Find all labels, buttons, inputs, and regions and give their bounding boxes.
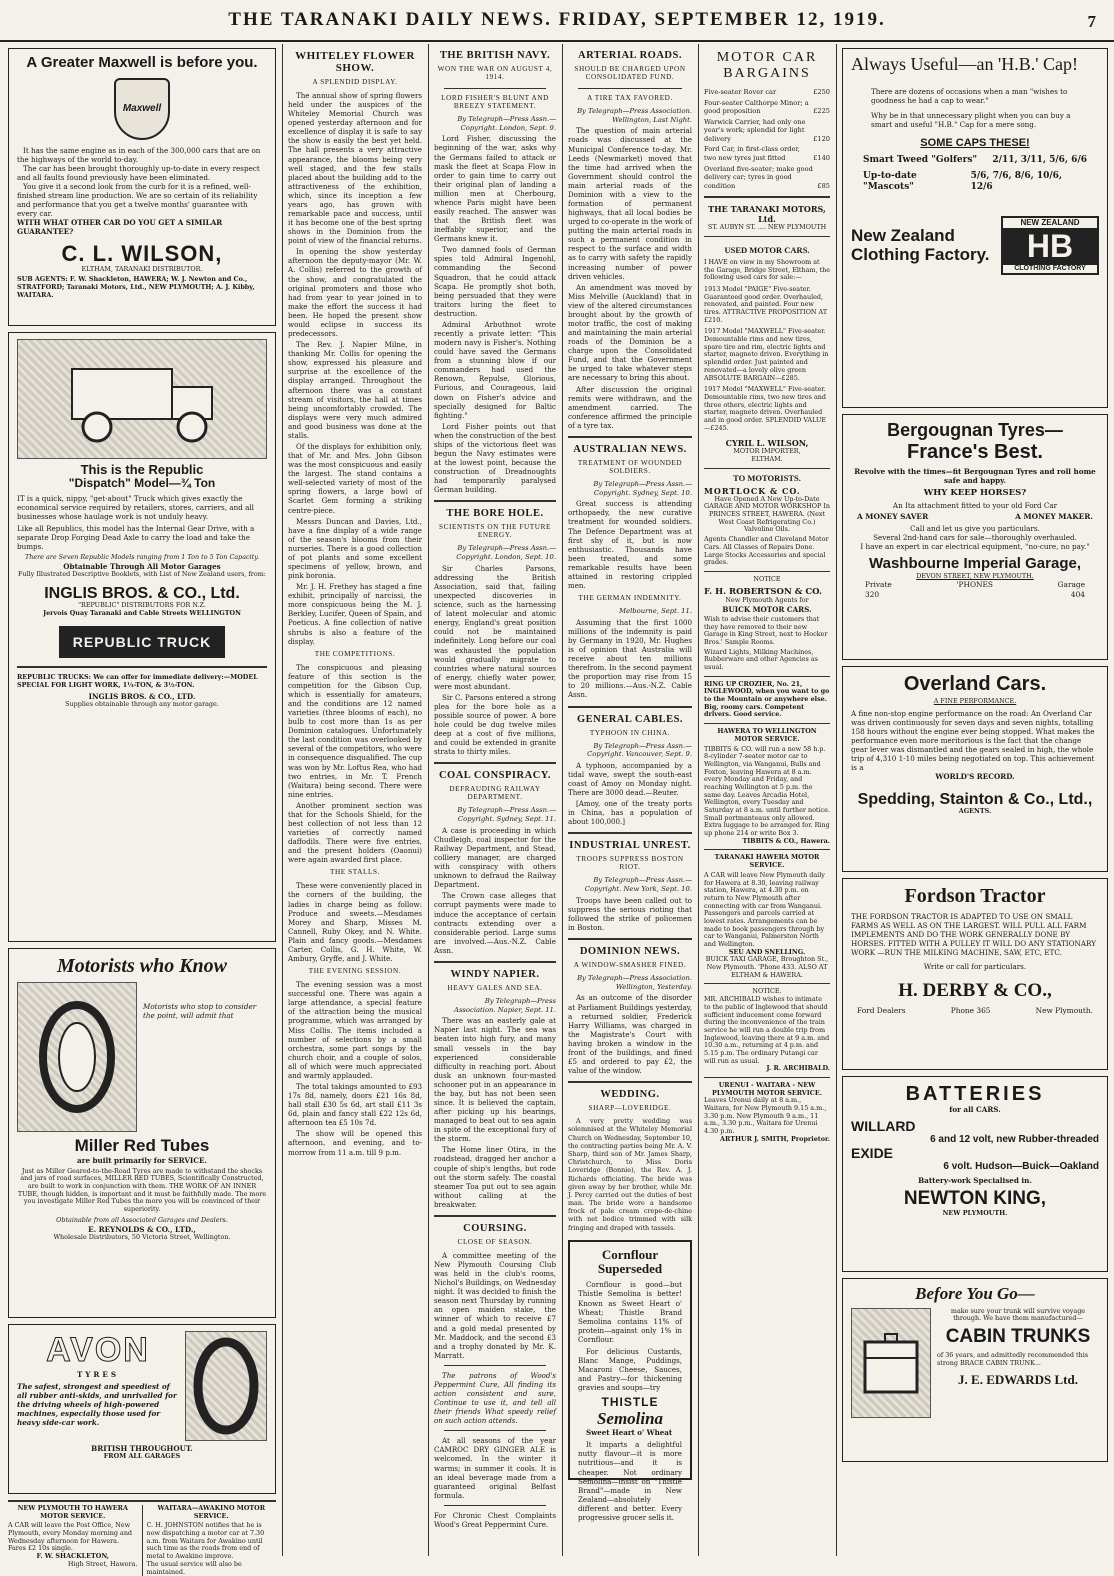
exide-desc: 6 volt. Hudson—Buick—Oakland: [943, 1161, 1099, 1172]
batteries-headline: BATTERIES: [905, 1083, 1045, 1105]
fordson-body: THE FORDSON TRACTOR IS ADAPTED TO USE ON SMALL FARMS AS WELL AS ON THE LARGEST. WILL PULL ALL FARM IMPLEMENTS AND DO THE WORK GENERALLY DONE BY HORSES. FITTED WITH A PULLEY IT WILL DO ANY STATIONARY WORK —RUN THE MILKING MACHINE, SAW, ETC, ETC.: [851, 912, 1096, 957]
service1-body: A CAR will leave the Post Office, New Plymouth, every Monday morning and Wednesday afternoon for Hawera. Fares £2 10s single.: [8, 1521, 133, 1553]
phone-private-label: Private: [865, 580, 892, 590]
miller-dealer: E. REYNOLDS & CO., LTD.,: [88, 1224, 196, 1234]
article-paragraph: After discussion the original remits were withdrawn, and the amendment carried. The conference affirmed the principle of a tyre tax.: [568, 384, 692, 430]
article-paragraph: Of the displays for exhibition only, that of Mr. and Mrs. John Gibson was the most conspicuous and easily the largest. The stand contains a well-selected variety of most of the spring flowers, a large bowl of Scarlet Gem forming a striking centre-piece.: [288, 441, 422, 515]
overland-advert: [842, 666, 1108, 872]
bergougnan-body-4: Several 2nd-hand cars for sale—thoroughly overhauled.: [873, 533, 1077, 543]
robertson-name: F. H. ROBERTSON & CO.: [704, 586, 822, 597]
republic-booklets: Fully Illustrated Descriptive Booklets, with List of New Zealand users, from:: [18, 570, 266, 579]
avon-tagline: BRITISH THROUGHOUT.: [91, 1444, 193, 1453]
tyre-icon: [191, 1336, 261, 1436]
maxwell-advert: [8, 48, 276, 326]
service1-sign: F. W. SHACKLETON,: [36, 1552, 110, 1561]
hawera-wellington-service: [704, 724, 830, 850]
maxwell-shield-logo: [114, 78, 170, 140]
service2-body2: The usual service will also be maintained.: [146, 1559, 242, 1576]
peppermint-footer: For Chronic Chest Complaints Wood's Great Peppermint Cure.: [434, 1510, 556, 1529]
archibald-notice: [704, 984, 830, 1078]
typhoon-subhead: TYPHOON IN CHINA.: [589, 728, 671, 737]
bargain-list: [704, 88, 830, 190]
taranaki-service-body-2: Passengers and parcels carried at lowest rates. Arrangements can be made to book passengers through by car to Wanganui, Palmerston North and Wellington.: [704, 909, 825, 948]
peppermint-verse: The patrons of Wood's Peppermint Cure, All finding its action consistent and sure, Continue to use it, and tell all their friends What speedy relief on such action attends.: [434, 1370, 556, 1426]
column-motor-bargains: [700, 44, 834, 1556]
article-paragraph: Troops have been called out to suppress the serious rioting that followed the strike of policemen in Boston.: [568, 895, 692, 933]
washbourne-dealer: Washbourne Imperial Garage,: [869, 555, 1081, 573]
article-paragraph: Sir Charles Parsons, addressing the British Association, said that, failing unexpected discoveries in science, such as the harnessing of latent molecular and atomic energy, England's great position could not be maintained indefinitely. Long before our coal was exhausted the population would gradually migrate to countries where natural sources of energy, chiefly water power, were most abundant.: [434, 563, 556, 691]
sweet-heart-tagline: Sweet Heart o' Wheat: [586, 1428, 673, 1438]
article-paragraph: The annual show of spring flowers held under the auspices of the Whiteley Memorial Church was opened yesterday afternoon and for excellence of display it is safe to say the show is easily the best yet held. The hall presents a very attractive appearance, the blooms being very well staged, and the few stalls placed about the building add to the attractiveness of the exhibition, which, since its inception a few years ago, has grown with remarkable pace and success, until it has become one of the best spring shows in the Dominion from the point of view of the financial returns.: [288, 91, 422, 246]
batteries-advert: [842, 1076, 1108, 1272]
archibald-sign: J. R. ARCHIBALD.: [766, 1064, 830, 1073]
waitara-awakino-service: [147, 1505, 277, 1576]
stalls-subhead: THE STALLS.: [330, 868, 380, 877]
bargain-desc: Warwick Carrier, had only one year's work; splendid for light delivery: [704, 117, 806, 143]
trunks-sub: make sure your trunk will survive voyage through. We have them manufactured—: [950, 1306, 1086, 1323]
republic-footer: REPUBLIC TRUCKS: We can offer for immediate delivery:—MODEL SPECIAL FOR LIGHT WORK, 1¼-TON, & 3½-TON.: [17, 672, 258, 689]
avon-logo: AVON: [46, 1331, 150, 1369]
bore-hole-headline: THE BORE HOLE.: [446, 508, 544, 520]
bargain-item: [704, 165, 830, 191]
money-maker: A MONEY MAKER.: [1015, 512, 1093, 522]
column-rule: [428, 44, 429, 1556]
golfers-label: Smart Tweed "Golfers": [863, 154, 978, 165]
archibald-title: NOTICE.: [752, 987, 782, 996]
article-paragraph: These were conveniently placed in the corners of the building, the ladies in charge being as follow: Produce and sweets.—Mesdames Morey and Sharp, Misses M. Cannell, Ruby Okey, and N. White. Plain and fancy goods.—Mesdames Carter, Collis, G. H. White, W. Ambury, Gryffe, and J. White.: [288, 881, 422, 964]
taranaki-service-sign: SEU AND SNELLING.: [728, 947, 806, 956]
bargains-title: MOTOR CAR: [716, 50, 818, 65]
bargains-title-2: BARGAINS: [723, 66, 811, 81]
trunk-illustration: [851, 1308, 931, 1418]
exide-brand: EXIDE: [851, 1145, 894, 1161]
bargain-item: [704, 88, 830, 97]
cornflour-advert: [568, 1240, 692, 1522]
flower-show-subhead: A SPLENDID DISPLAY.: [312, 78, 398, 86]
cornflour-body2: For delicious Custards, Blanc Mange, Puddings, Macaroni Cheese, Sauces, and Pastry—for thickening gravies and soups—try: [578, 1346, 682, 1393]
used-car-list: [704, 286, 830, 432]
ford-dealers: Ford Dealers: [857, 1005, 906, 1015]
dateline: By Telegraph—Press Association. Napier, Sept. 11.: [454, 996, 556, 1014]
bergougnan-body-3: Call and let us give you particulars.: [910, 524, 1040, 534]
dateline: Melbourne, Sept. 11.: [619, 607, 692, 616]
hawera-service-body: TIBBITS & CO. will run a new 58 h.p. 8-cylinder 7-seater motor car to Wellington, via Wanganui, Bulls and Foxton, leaving Hawera at 8 a.m. every Monday and Friday, and reaching Wellington at 5 p.m. the same day. Leaves Arcadia Hotel, Wellington, every Tuesday and Saturday at 8 a.m. until further notice.: [704, 744, 830, 814]
miller-body: Just as Miller Geared-to-the-Road Tyres are made to withstand the shocks and jars of road surfaces, MILLER RED TUBES, Scientifically Constructed, are built to work in conjunction with them. THE WORK OF AN INNER TUBE, though hidden, is important and it must be faithfully made. The more you investigate Miller Red Tubes the more you will be convinced of their superiority.: [17, 1166, 267, 1214]
article-paragraph: Lord Fisher points out that when the construction of the best ships of the victorious fleet was begun the Navy estimates were at the lowest point, because the construction of Dreadnoughts had temporarily paralysed German building.: [434, 421, 556, 495]
overland-record: WORLD'S RECORD.: [935, 771, 1015, 781]
urenui-sign: ARTHUR J. SMITH, Proprietor.: [720, 1134, 830, 1143]
newton-king-dealer: NEWTON KING,: [903, 1188, 1047, 1209]
buick-taxi: BUICK TAXI GARAGE, Broughton St., New Plymouth. 'Phone 433. ALSO AT ELTHAM & HAWERA.: [705, 955, 829, 979]
article-paragraph: Lord Fisher, discussing the beginning of the war, asks why the Germans failed to attack or mask the fleet at Scapa Flow in order to gain time to carry out their original plan of landing a million men at Cherbourg, whence Paris might have been easily reached. The answer was that the British fleet was ineffably superior, and the Germans knew it.: [434, 134, 556, 244]
article-paragraph: Admiral Arbuthnot wrote recently a private letter: "This modern navy is Fisher's. Nothing could have saved the Germans from a stunning blow if our commanders had used the Renown, Repulse, Glorious, Furious, and Courageous, laid down on Fisher's advice and specially designed for Baltic fighting.": [434, 319, 556, 420]
dateline: By Telegraph—Press Assn.—Copyright. London, Sept. 9.: [457, 115, 556, 132]
bergougnan-advert: [842, 414, 1108, 660]
service2-title: WAITARA—AWAKINO MOTOR SERVICE.: [157, 1504, 266, 1520]
article-paragraph: A case is proceeding in which Chudleigh, coal inspector for the Railway Department, and Stead, colliery manager, are charged with conspiracy with others unknown to defraud the Railway Department.: [434, 825, 556, 890]
golfers-price: 2/11, 3/11, 5/6, 6/6: [992, 154, 1087, 165]
dateline: By Telegraph—Press Assn.—Copyright. Vancouver, Sept. 9.: [587, 741, 692, 759]
urenui-service: [704, 1078, 830, 1148]
archibald-body: MR. ARCHIBALD wishes to intimate to the public of Inglewood that should sufficient inducement come forward during the inconvenience of the train service he will run a double trip from Inglewood, leaving there at 9 a.m. and 10.30 a.m., returning at 4 p.m. and 5.15 p.m. The ordinary Putangi car will run as usual.: [704, 995, 830, 1065]
caps-row-golfers: [851, 155, 1099, 167]
bore-hole-subhead: SCIENTISTS ON THE FUTURE ENERGY.: [439, 523, 551, 540]
article-paragraph: The Crown case alleges that corrupt payments were made to induce the acceptance of certain contracts extending over a considerable period. Large sums are involved.—Aus.-N.Z. Cable Assn.: [434, 891, 556, 955]
overland-headline: Overland Cars.: [903, 673, 1047, 695]
avon-garages: FROM ALL GARAGES: [103, 1452, 181, 1460]
window-subhead: A WINDOW-SMASHER FINED.: [573, 961, 687, 970]
dateline: By Telegraph—Press Assn.—Copyright. Sydney, Sept. 10.: [593, 479, 692, 497]
newspaper-title: THE TARANAKI DAILY NEWS. FRIDAY, SEPTEMBER 12, 1919.: [228, 9, 886, 30]
urenui-title: URENUI - WAITARA - NEW PLYMOUTH MOTOR SERVICE.: [712, 1081, 822, 1097]
maxwell-body-1: It has the same engine as in each of the 300,000 cars that are on the highways of the world to-day.: [17, 145, 261, 164]
column-rule: [836, 44, 837, 1556]
article-paragraph: Another prominent section was that for the Schools Shield, for the best collection of not less than 12 varieties of correctly named daffodils. There were five entries, and the present holders (Oaonui) were again awarded first place.: [288, 800, 422, 865]
mascots-price: 5/6, 7/6, 8/6, 10/6, 12/6: [970, 170, 1063, 193]
article-paragraph: A typhoon, accompanied by a tidal wave, swept the south-east coast of Amoy on Monday night. There are 3000 dead.—Reuter.: [568, 760, 692, 798]
bargain-price: £140: [813, 153, 830, 162]
robertson-body-2: Wish to advise their customers that they have removed to their new Garage in King Street, next to Hocker Bros.' Sample Rooms.: [704, 614, 828, 646]
bargain-item: [704, 99, 830, 116]
fordson-headline: Fordson Tractor: [904, 885, 1046, 907]
phone-garage-number: 404: [1070, 589, 1085, 599]
trunks-body: of 36 years, and admittedly recommended this strong BRACE CABIN TRUNK...: [937, 1350, 1089, 1367]
bargain-desc: Four-seater Calthorpe Minor; a good proposition: [704, 98, 809, 116]
miller-advert: [8, 948, 276, 1318]
phones-label: 'PHONES: [956, 580, 993, 590]
avon-tyre-illustration: [185, 1331, 267, 1441]
cables-headline: GENERAL CABLES.: [576, 713, 684, 725]
evening-subhead: THE EVENING SESSION.: [308, 967, 402, 976]
maxwell-dealer: C. L. WILSON,: [61, 240, 223, 266]
used-dealer-2: MOTOR IMPORTER,: [733, 447, 801, 456]
spedding-dealer: Spedding, Stainton & Co., Ltd.,: [857, 790, 1093, 808]
robertson-advert: [704, 572, 830, 677]
used-car-item: 1917 Model "MAXWELL" Five-seater. Demountable rims and new tires, spare tire and rim, electric lights and starter, magneto driven. Everything in splendid order. Just painted and renovated—a lovely olive green ABSOLUTE BARGAIN—£285.: [704, 327, 829, 382]
hb-logo: [1001, 216, 1099, 275]
taranaki-motors-addr: ST. AUBYN ST. .... NEW PLYMOUTH: [707, 223, 827, 232]
republic-advert: [8, 332, 276, 942]
robertson-brand: BUICK MOTOR CARS.: [722, 604, 812, 614]
column-rule: [698, 44, 699, 1556]
phone-garage-label: Garage: [1057, 580, 1085, 590]
caps-title: SOME CAPS THESE!: [920, 136, 1030, 149]
hb-logo-bottom: CLOTHING FACTORY: [1003, 264, 1097, 273]
maxwell-agents: SUB AGENTS: F. W. Shackleton, HAWERA; W. J. Newton and Co., STRATFORD; Taranaki Motors, Ltd., NEW PLYMOUTH; A. J. Kibby, WAITARA.: [17, 275, 255, 299]
miller-title: Motorists who Know: [56, 955, 228, 977]
hb-logo-mid: HB: [1003, 229, 1097, 264]
bergougnan-body-1: Revolve with the times—fit Bergougnan Tyres and roll home safe and happy.: [854, 466, 1096, 485]
miller-brand: Miller Red Tubes: [74, 1136, 210, 1155]
bargain-item: [704, 145, 830, 162]
used-dealer: CYRIL L. WILSON,: [725, 438, 809, 449]
article-paragraph: An amendment was moved by Miss Melville (Auckland) that in view of the altered circumstances brought about by the growth of motor traffic, the cost of making and maintaining the main arterial roads of the Dominion be a charge upon the Consolidated Fund, and that the Government be urged to take whatever steps are necessary to bring this about.: [568, 282, 692, 383]
bergougnan-body-5: I have an expert in car electrical equipment, "no-cure, no pay.": [860, 542, 1090, 552]
republic-logo: REPUBLIC TRUCK: [59, 626, 225, 658]
used-cars-intro: I HAVE on view in my Showroom at the Garage, Bridge Street, Eltham, the following used cars for sale:—: [704, 257, 830, 282]
fordson-advert: [842, 878, 1108, 1070]
article-paragraph: Great success is attending orthopaedy, the new curative treatment for wounded soldiers. The Defence Department was at first shy of it, but is now enthusiastic. Thousands have been treated, and some remarkable results have been attained in restoring crippled men.: [568, 499, 692, 591]
used-cars-title: USED MOTOR CARS.: [724, 244, 810, 255]
maxwell-logo-text: Maxwell: [122, 103, 162, 114]
bargain-item: [704, 118, 830, 144]
derby-phone: Phone 365: [950, 1005, 991, 1015]
hb-cap-advert: [842, 48, 1108, 408]
dominion-headline: DOMINION NEWS.: [579, 946, 681, 958]
willard-desc: 6 and 12 volt, new Rubber-threaded: [930, 1134, 1099, 1145]
column-british-navy: [430, 44, 560, 1556]
republic-models: There are Seven Republic Models ranging from 1 Ton to 5 Ton Capacity.: [24, 553, 260, 562]
column-rule: [562, 44, 563, 1556]
column-flower-show: [284, 44, 426, 1556]
miller-sub: are built primarily for SERVICE.: [77, 1155, 207, 1165]
cabin-trunks-advert: [842, 1278, 1108, 1462]
dateline: By Telegraph—Press Assn.—Copyright. Sydney, Sept. 11.: [457, 806, 556, 824]
australian-headline: AUSTRALIAN NEWS.: [573, 443, 687, 455]
robertson-body-3: Wizard Lights, Milking Machines, Rubberware and other Agencies as usual.: [704, 647, 818, 671]
page-number: 7: [1087, 12, 1096, 31]
maxwell-headline: A Greater Maxwell is before you.: [26, 54, 258, 71]
bargain-desc: Overland five-seater; make good delivery car; tyres in good condition: [704, 164, 813, 190]
motor-service-notices: [8, 1500, 276, 1576]
taranaki-service-body: A CAR will leave New Plymouth daily for Hawera at 8.30, leaving railway station, Hawera, at 4.30 p.m. on return to New Plymouth after connecting with car from Wanganui.: [704, 870, 825, 910]
service1-addr: High Street, Hawera.: [67, 1559, 138, 1568]
thistle-brand: THISTLE: [601, 1395, 659, 1410]
article-paragraph: Assuming that the first 1000 millions of the indemnity is paid by Germany in 1920, Mr. Hughes is of opinion that Australia will receive about ten millions therefrom. In the second payment the proportion may rise from 15 to 20 millions.—Aus.-N.Z. Cable Assn.: [568, 617, 692, 700]
avon-advert: [8, 1324, 276, 1494]
clothing-factory-1: New Zealand: [851, 225, 955, 245]
semolina-brand: Semolina: [596, 1408, 664, 1428]
mortlock-advert: [704, 469, 830, 572]
fordson-body-2: Write or call for particulars.: [923, 962, 1027, 971]
republic-truck-illustration: [17, 339, 267, 459]
robertson-body: New Plymouth Agents for: [725, 596, 809, 605]
bergougnan-headline: Bergougnan Tyres—: [887, 420, 1063, 440]
republic-address: Jervois Quay Taranaki and Cable Streets WELLINGTON: [43, 609, 241, 618]
coal-headline: COAL CONSPIRACY.: [438, 770, 552, 782]
column-arterial-roads: [564, 44, 696, 1556]
derby-location: New Plymouth.: [1035, 1005, 1093, 1015]
bargain-price: £250: [813, 88, 830, 96]
napier-headline: WINDY NAPIER.: [450, 968, 540, 980]
article-paragraph: In opening the show yesterday afternoon the deputy-mayor (Mr. W. A. Collis) referred to the growth of the show, and congratulated the original promoters and those who had from year to year joined in to make the effort the success it had been. He hoped the present show would eclipse in success its predecessors.: [288, 247, 422, 339]
boston-subhead: TROOPS SUPPRESS BOSTON RIOT.: [576, 855, 684, 872]
mortlock-title: TO MOTORISTS.: [733, 472, 801, 483]
batteries-body: Battery-work Specialised in.: [918, 1176, 1032, 1185]
wedding-headline: WEDDING.: [600, 1089, 660, 1101]
hb-body-1: There are dozens of occasions when a man "wishes to goodness he had a cap to wear.": [871, 86, 1068, 105]
article-paragraph: A committee meeting of the New Plymouth Coursing Club was held in the club's rooms, Nichol's Buildings, on Wednesday night. It was decided to finish the season next Thursday by running an open maiden stake, the winner of which to receive £7 and a gold medal presented by Mr. Maddock, and the second £3 and a trophy donated by Mr. K. Marratt.: [434, 1250, 556, 1360]
cornflour-body3: It imparts a delightful nutty flavour—it is more nutritious—and it is cheaper. Not ordinary Semolina—insist on "Thistle Brand"—made in New Zealand—absolutely different and better. Every progressive grocer sells it.: [578, 1440, 682, 1522]
article-paragraph: Sir C. Parsons entered a strong plea for the bore hole as a possible source of power. A bore hole could be dug twelve miles deep at a cost of five millions, and could be extended in granite strata to thirty miles.: [434, 692, 556, 757]
competitions-subhead: THE COMPETITIONS.: [314, 649, 396, 658]
article-paragraph: Two damned fools of German spies told Admiral Ingenohl, commanding the Second Squadron, that he could attack Scapa. He promptly shot both, being persuaded that they were traitors luring the fleet to destruction.: [434, 245, 556, 318]
republic-headline: This is the Republic: [80, 462, 204, 477]
roads-subhead-1: SHOULD BE CHARGED UPON CONSOLIDATED FUND.: [574, 65, 686, 81]
dateline: By Telegraph—Press Assn.—Copyright. New York, Sept. 10.: [584, 876, 692, 894]
crozier-notice: [704, 677, 830, 724]
maxwell-body-3: You give it a second look from the curb for it is a refined, well-finished stream line production. We are so certain of its reliability and performance that you get a twelve months' guarantee with every car.: [17, 181, 258, 218]
batteries-sub: for all CARS.: [949, 1105, 1001, 1114]
republic-dealer: INGLIS BROS. & CO., Ltd.: [44, 584, 240, 602]
article-paragraph: Mr. J. H. Frethey has staged a fine exhibit, principally of narcissi, the more conspicuous being the M. J. Berkley, Lucifer, Queen of Spain, and Poeticus. A fine collection of native shrubs is also a feature of the display.: [288, 582, 422, 646]
dateline: By Telegraph—Press Association. Wellington, Last Night.: [577, 107, 692, 124]
phone-private-number: 320: [865, 589, 880, 599]
truck-icon: [42, 349, 242, 449]
maxwell-dealer-sub: ELTHAM, TARANAKI DISTRIBUTOR.: [81, 264, 203, 273]
miller-tagline: Motorists who stop to consider the point, will admit that: [143, 1002, 257, 1020]
mortlock-body-2: Agents Chandler and Cleveland Motor Cars. All Classes of Repairs Done. Large Stocks Accessories and special grades.: [704, 535, 829, 567]
bargain-price: £120: [813, 134, 830, 143]
spedding-agents: AGENTS.: [958, 807, 992, 816]
navy-subhead-1: WON THE WAR ON AUGUST 4, 1914.: [437, 65, 553, 81]
article-paragraph: The evening session was a most successful one. There was again a large attendance, a special feature of the attraction being the musical programme, which was arranged by Miss Collis. The items included a number of selections by a small orchestra, some part songs by the church choir, and a couple of solos, all of which were much appreciated and warmly applauded.: [288, 980, 422, 1080]
edwards-dealer: J. E. EDWARDS Ltd.: [958, 1372, 1078, 1388]
used-car-item: 1913 Model "PAIGE" Five-seater. Guaranteed good order. Overhauled, renovated, and painted. Four new tires. ATTRACTIVE PROPOSITION AT £210.: [704, 284, 828, 324]
indemnity-subhead: THE GERMAN INDEMNITY.: [578, 594, 682, 603]
republic-body-1: IT is a quick, nippy, "get-about" Truck which gives exactly the economical service required by retailers, stores, carriers, and all businesses whose haulage work is not unduly heavy.: [17, 494, 254, 522]
avon-logo-sub: TYRES: [76, 1370, 120, 1379]
australian-subhead: TREATMENT OF WOUNDED SOLDIERS.: [577, 458, 683, 475]
column-rule: [282, 44, 283, 1556]
new-plymouth-hawera-service: [8, 1505, 143, 1576]
republic-footer-sub: Supplies obtainable through any motor garage.: [65, 700, 219, 709]
miller-illustration: [17, 982, 137, 1132]
coursing-headline: COURSING.: [463, 1222, 527, 1234]
coursing-subhead: CLOSE OF SEASON.: [457, 1237, 533, 1246]
mortlock-body: Have Opened A New Up-to-Date GARAGE AND MOTOR WORKSHOP In PRINCES STREET, HAWERA. (Next West Coast Refrigerating Co.) Valvoline Oils.: [704, 494, 830, 534]
article-paragraph: [Amoy, one of the treaty ports in China, has a population of about 100,000.]: [568, 799, 692, 827]
used-car-item: 1917 Model "MAXWELL" Five-seater. Demountable rims, two new tires and three others, electric lights and starter, magneto driven. Overhauled and in good order. SPLENDID VALUE—£245.: [704, 385, 827, 432]
mascots-label: Up-to-date "Mascots": [863, 170, 917, 193]
hawera-service-sign: TIBBITS & CO., Hawera.: [742, 836, 830, 845]
crozier-body: RING UP CROZIER, No. 21, INGLEWOOD, when you want to go to the Mountain or anywhere else. Big, roomy cars. Competent drivers. Good service.: [704, 679, 830, 719]
article-paragraph: A very pretty wedding was solemnised at the Whiteley Memorial Church on Wednesday, September 10, the contracting parties being Mr. A. V. Sharp, third son of Mr. James Sharp, Christchurch, to Miss Doris Loveridge (Bonnie), the Rev. A. J. Richards officiating. The bride was given away by her brother, while Mr. J. Percy carried out the duties of best man. The bride wore a handsome frock of pale cream crepe-de-chine with net bodice trimmed with silk fringing and draped with tassels.: [568, 1117, 692, 1232]
derby-dealer: H. DERBY & CO.,: [898, 980, 1052, 1001]
cornflour-title: Cornflour Superseded: [597, 1246, 663, 1277]
caps-row-mascots: [851, 167, 1099, 198]
bergougnan-question: WHY KEEP HORSES?: [923, 487, 1027, 498]
trunk-icon: [859, 1328, 923, 1398]
hawera-service-body-2: Small portmanteaux only allowed. Extra luggage to be arranged for. Ring up phone 214 or write Box 3.: [704, 813, 830, 838]
cabin-trunks-brand: CABIN TRUNKS: [945, 1326, 1091, 1348]
republic-footer-dealer: INGLIS BROS. & CO., LTD.: [88, 692, 196, 702]
ginger-ale-notice: At all seasons of the year CAMROC DRY GINGER ALE is welcomed. In the winter it warms; in summer it cools. It is an ideal beverage made from a guaranteed original Belfast formula.: [434, 1436, 556, 1500]
overland-sub: A FINE PERFORMANCE.: [933, 697, 1017, 705]
article-paragraph: There was an easterly gale at Napier last night. The sea was beaten into high fury, and many small vessels in the bay experienced considerable difficulty in reaching port. About dusk an unknown four-masted schooner put in an appearance in the bay, but has not been seen since. It is believed the captain, after picking up his bearings, managed to beat out to sea again in spite of the exceptional fury of the storm.: [434, 1016, 556, 1144]
bargains-advert: [704, 50, 830, 237]
wedding-subhead: SHARP—LOVERIDGE.: [588, 1104, 672, 1113]
taranaki-motors-name: THE TARANAKI MOTORS, Ltd.: [708, 204, 826, 225]
napier-subhead: HEAVY GALES AND SEA.: [447, 983, 543, 992]
bargain-price: £85: [817, 181, 830, 190]
dateline: By Telegraph—Press Assn.—Copyright. London, Sept. 10.: [456, 544, 556, 562]
tyre-tube-icon: [32, 997, 122, 1117]
republic-body-2: Like all Republics, this model has the Internal Gear Drive, with a separate Drop Forging Dead Axle to carry the load and take the bumps.: [17, 524, 255, 552]
navy-headline: THE BRITISH NAVY.: [439, 50, 551, 61]
article-paragraph: As an outcome of the disorder at Parliament Buildings yesterday, a returned soldier, Frederick Harry Williams, was charged in the Magistrate's Court with having broken a window in the front of the buildings, and fined £5 and ordered to pay £2, the value of the window.: [568, 993, 692, 1076]
used-cars-advert: [704, 237, 830, 469]
washbourne-addr: DEVON STREET, NEW PLYMOUTH.: [916, 571, 1034, 580]
overland-body: A fine non-stop engine performance on the road: An Overland Car was driven continuously for seven days and seven nights, totalling 158 hours without the engine ever being stopped. What makes the performance even more meritorious is the fact that the change gear lever was dismantled and the gears sealed in high, the whole trip of 4,310 1-10 miles being negotiated on top. This achievement is a: [851, 708, 1095, 772]
bargain-price: £225: [813, 107, 830, 116]
article-paragraph: The total takings amounted to £93 17s 8d, namely, doors £21 16s 8d, hall stall £30 5s 6d, art stall £11 3s 6d, plain and fancy stall £22 12s 6d, afternoon tea £5 10s 7d.: [288, 1081, 422, 1128]
money-saver: A MONEY SAVER: [857, 512, 929, 522]
maxwell-guarantee: WITH WHAT OTHER CAR DO YOU GET A SIMILAR GUARANTEE?: [17, 217, 223, 236]
roads-headline: ARTERIAL ROADS.: [578, 50, 682, 61]
mortlock-name: MORTLOCK & CO.: [704, 485, 801, 496]
trunks-headline: Before You Go—: [915, 1284, 1035, 1303]
unrest-headline: INDUSTRIAL UNREST.: [569, 840, 691, 852]
used-dealer-3: ELTHAM.: [751, 455, 783, 463]
flower-show-headline: WHITELEY FLOWER SHOW.: [295, 50, 415, 74]
service2-body: C. H. JOHNSTON notifies that he is now dispatching a motor car at 7.30 a.m. from Waitara for Awakino until such time as the roads from end of metal to Awakino improve.: [146, 1521, 265, 1561]
republic-obtainable: Obtainable Through All Motor Garages: [63, 562, 221, 572]
bergougnan-headline-2: France's Best.: [907, 440, 1043, 463]
dateline: By Telegraph—Press Association. Wellington, Yesterday.: [577, 974, 692, 991]
hb-body-2: Why be in that unnecessary plight when you can buy a smart and useful "H.B." Cap for a mere song.: [871, 110, 1071, 129]
article-paragraph: The Rev. J. Napier Milne, in thanking Mr. Collis for opening the show, expressed his pleasure and surprise at the excellence of the display arranged. Throughout the afternoon there was a constant stream of visitors, the hall at times being uncomfortably crowded. The displays were very much admired and good business was done at the stalls.: [288, 340, 422, 440]
article-paragraph: The show will be opened this afternoon, and evening, and to-morrow from 11 a.m. till 9 p.m.: [288, 1129, 422, 1157]
clothing-factory-2: Clothing Factory.: [851, 244, 990, 264]
miller-obtainable: Obtainable from all Associated Garages and Dealers.: [56, 1215, 228, 1224]
republic-subhead: "Dispatch" Model—¾ Ton: [68, 476, 216, 491]
republic-dealer-sub: "REPUBLIC" DISTRIBUTORS FOR N.Z.: [78, 601, 206, 610]
navy-subhead-2: LORD FISHER'S BLUNT AND BREEZY STATEMENT.: [441, 94, 549, 110]
coal-subhead: DEFRAUDING RAILWAY DEPARTMENT.: [449, 785, 541, 802]
article-paragraph: The question of main arterial roads was discussed at the Municipal Conference to-day. Mr. Leeds (Newmarket) moved that the time had arrived when the Government should control the main arterial roads of the Dominion with a view to the formation of permanent highways, that all local bodies be urged to co-operate in the work of putting the main arterial roads in such a permanent condition in respect to the surface and width as to carry with safety the rapidly increasing number of power driven vehicles.: [568, 126, 692, 281]
robertson-notice: NOTICE: [753, 574, 781, 583]
service1-title: NEW PLYMOUTH TO HAWERA MOTOR SERVICE.: [17, 1504, 128, 1520]
masthead: [0, 0, 1114, 42]
hb-headline: Always Useful—an 'H.B.' Cap!: [851, 54, 1078, 74]
hawera-service-title: HAWERA TO WELLINGTON MOTOR SERVICE.: [717, 727, 817, 743]
taranaki-service-title: TARANAKI HAWERA MOTOR SERVICE.: [714, 853, 820, 870]
hb-logo-top: NEW ZEALAND: [1003, 218, 1097, 229]
bergougnan-body-2: An Ita attachment fitted to your old Ford Car: [892, 501, 1058, 511]
article-paragraph: Messrs Duncan and Davies, Ltd., have a fine display of a wide range of the season's blooms from their nurseries. There is a good collection of pot plants and some excellent specimens of yellow, brown, and pink boronia.: [288, 516, 422, 581]
bargain-desc: Five-seater Rover car: [704, 88, 777, 96]
article-paragraph: The conspicuous and pleasing feature of this section is the competition for the Gibson Cup, which is essentially for amateurs, and the conditions are 12 named varieties (three blooms of each), no bulb to cost more than 1s as per Dominion catalogues. Unfortunately the last condition was overlooked by several of the competitors, who were in consequence disqualified. The cup was won by Mr. Loftus Rea, who had two entries, in Mr. T. French (Waitara) being second. There were nine entries.: [288, 662, 422, 799]
willard-brand: WILLARD: [851, 1118, 916, 1134]
newton-king-addr: NEW PLYMOUTH.: [942, 1208, 1008, 1217]
maxwell-body-2: The car has been brought thoroughly up-to-date in every respect and all faults found previously have been eliminated.: [17, 163, 260, 182]
cornflour-body: Cornflour is good—but Thistle Semolina is better! Known as Sweet Heart o' Wheat; Thistle Brand Semolina contains 11% of protein—against only 1% in Cornflour.: [578, 1280, 682, 1344]
column-ads-left: [4, 44, 280, 1576]
avon-body: The safest, strongest and speediest of all rubber anti-skids, and unrivalled for the driving wheels of high-powered machines, especially those used for heavy side-car work.: [17, 1382, 177, 1427]
column-ads-right: [838, 44, 1112, 1556]
miller-dealer-sub: Wholesale Distributors, 50 Victoria Street, Wellington.: [53, 1232, 231, 1241]
bargain-desc: Ford Car, in first-class order, two new tyres just fitted: [704, 145, 800, 162]
taranaki-hawera-service: [704, 850, 830, 984]
article-paragraph: The Home liner Otira, in the roadstead, dragged her anchor a couple of ship's lengths, but rode out the storm safely. The coastal steamer Toa put out to sea again without calling at the breakwater.: [434, 1145, 556, 1209]
roads-subhead-2: A TIRE TAX FAVORED.: [587, 94, 673, 102]
urenui-body: Leaves Urenui daily at 8 a.m., Waitara, for New Plymouth 9.15 a.m., 3.30 p.m. New Plymouth 9 a.m., 11 a.m., 3.30 p.m., Waitara for Urenui 4.30 p.m.: [704, 1096, 827, 1136]
